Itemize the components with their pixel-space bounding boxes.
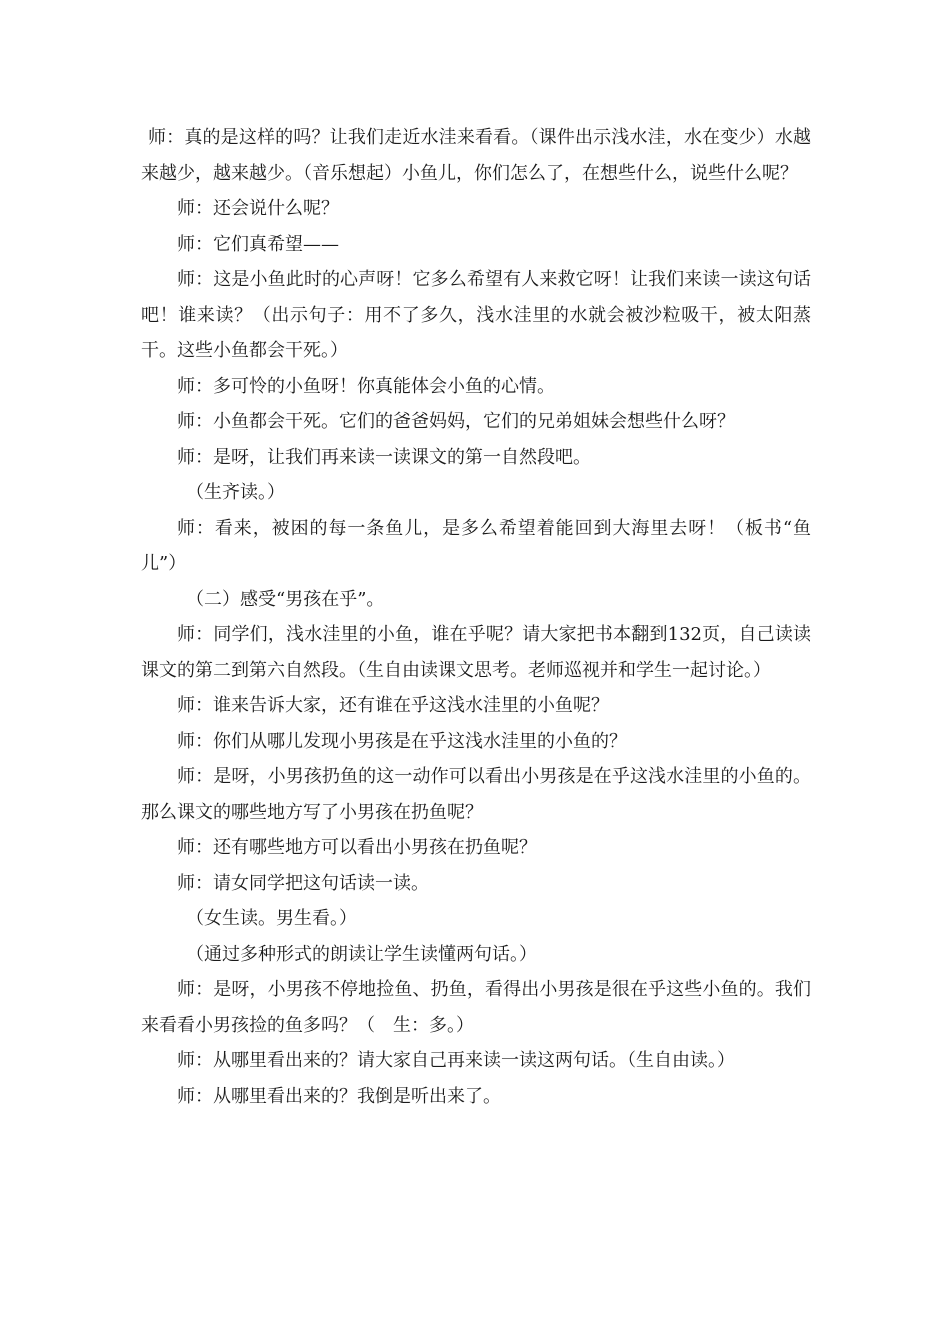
paragraph-1: 师：真的是这样的吗？让我们走近水洼来看看。（课件出示浅水洼，水在变少）水越来越少，越来越少。（音乐想起）小鱼儿，你们怎么了，在想些什么，说些什么呢？ [141,127,811,184]
paragraph-11: 师：同学们，浅水洼里的小鱼，谁在乎呢？请大家把书本翻到132页，自己读读课文的第二到第六自然段。（生自由读课文思考。老师巡视并和学生一起讨论。） [141,624,811,681]
paragraph-18: （通过多种形式的朗读让学生读懂两句话。） [186,943,537,965]
paragraph-9: 师：看来，被困的每一条鱼儿，是多么希望着能回到大海里去呀！（板书“鱼儿”） [141,517,811,574]
paragraph-14: 师：是呀，小男孩扔鱼的这一动作可以看出小男孩是在乎这浅水洼里的小鱼的。那么课文的哪些地方写了小男孩在扔鱼呢？ [141,766,811,823]
paragraph-3: 师：它们真希望—— [177,233,339,255]
paragraph-6: 师：小鱼都会干死。它们的爸爸妈妈，它们的兄弟姐妹会想些什么呀？ [177,411,735,432]
paragraph-17: （女生读。男生看。） [186,908,357,929]
paragraph-16: 师：请女同学把这句话读一读。 [177,872,429,894]
paragraph-7: 师：是呀，让我们再来读一读课文的第一自然段吧。 [177,446,591,468]
paragraph-8: （生齐读。） [186,482,285,503]
document-page [141,120,811,1114]
paragraph-2: 师：还会说什么呢？ [177,198,339,219]
paragraph-19: 师：是呀，小男孩不停地捡鱼、扔鱼，看得出小男孩是很在乎这些小鱼的。我们来看看小男孩捡的鱼多吗？（ 生：多。） [141,979,811,1036]
paragraph-12: 师：谁来告诉大家，还有谁在乎这浅水洼里的小鱼呢？ [177,695,609,716]
paragraph-15: 师：还有哪些地方可以看出小男孩在扔鱼呢？ [177,837,537,858]
section-heading: （二）感受“男孩在乎”。 [186,588,385,610]
paragraph-21: 师：从哪里看出来的？我倒是听出来了。 [177,1085,501,1107]
paragraph-20: 师：从哪里看出来的？请大家自己再来读一读这两句话。（生自由读。） [177,1050,735,1071]
paragraph-13: 师：你们从哪儿发现小男孩是在乎这浅水洼里的小鱼的？ [177,730,627,752]
paragraph-5: 师：多可怜的小鱼呀！你真能体会小鱼的心情。 [177,375,555,397]
paragraph-4: 师：这是小鱼此时的心声呀！它多么希望有人来救它呀！让我们来读一读这句话吧！谁来读？（出示句子：用不了多久，浅水洼里的水就会被沙粒吸干，被太阳蒸干。这些小鱼都会干死。） [141,269,811,361]
